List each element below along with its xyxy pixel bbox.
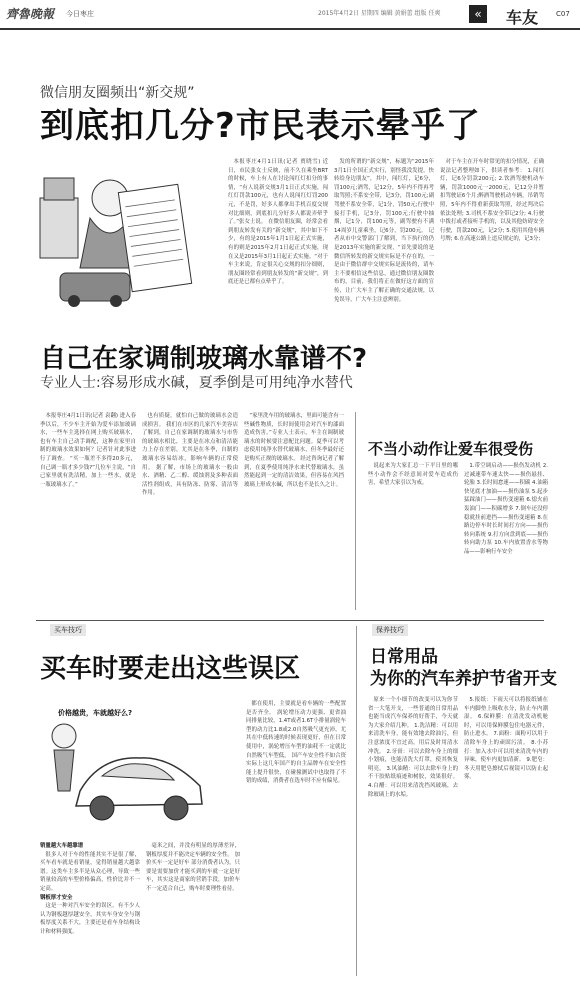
article1-headline: 到底扣几分?市民表示晕乎了 — [40, 106, 481, 146]
masthead-rule — [0, 28, 580, 30]
article4-column-2: 毫米之间，并没有明显的厚薄差异，钢板厚度并不能决定车辆的安全性。 加价买车一定是好车 部分消费者认为，只要是需要加价才能买到的车就一定是好车，其实这是商家的营销手段，加价车不一定适合自己，购车时要理性看待。 — [146, 843, 240, 892]
section-rule — [36, 620, 544, 621]
article5-section-tag: 保养技巧 — [372, 624, 408, 636]
article5-column-2: 5.报纸：下雨天可以将报纸铺在车内脚垫上吸收水分，防止车内潮湿。 6.保鲜膜：在清洗发动机舱时，可以用保鲜膜包住电器元件，防止进水。 7.面粉：面粉可以用于清除车身上的顽固污渍。 8.小苏打：加入水中可以用来清洗车内的异味，使车内更加清新。 9.肥皂：冬天用肥皂擦拭后视镜可以防止起雾。 — [464, 697, 548, 781]
edition-name: 今日枣庄 — [66, 10, 94, 18]
article5-column-1: 原来一个小细节的改变可以为你节省一大笔开支，一些普通的日常用品也能当成汽车保养的好帮手，今天就为大家介绍几种。 1.洗洁精：可以用来清洗车身，能有效地去除油污，但注意浓度不宜过高，用后及时用清水冲洗。 2.牙膏：可以去除车身上的细小划痕，也能清洗大灯罩，使其恢复明亮。 3.风油精：可以去除车身上的不干胶贴纸痕迹和树胶，效果很好。 4.白醋：可以用来清洗挡风玻璃，去除玻璃上的水垢。 — [368, 697, 458, 798]
article1-column-3: 对于车主在开车时常见的扣分情况，正确说法记者整理如下，供读者参考： 1.闯红灯，记6分罚款200元; 2.饮酒驾驶机动车辆，罚款1000元一2000元，记12分并暂扣驾驶证6个月;醉酒驾驶机动车辆，吊销驾照，5年内不得重新获取驾照，经过判决后依法处理; 3.司机不系安全带记2分; 4.行驶中拨打或者接听手机的，以及其他妨碍安全行驶，罚款200元，记2分; 5.使用其他车辆号牌; 6.在高速公路上违反规定的，记3分; — [440, 159, 544, 243]
article1-kicker: 微信朋友圈频出“新交规” — [40, 85, 195, 101]
article3-list: 1.带空调启动——损伤发动机 2.过减速带车速太快——损伤悬挂、轮胎 3.长时间怠速——积碳 4.油箱快见底才加油——损伤油泵 5.起步猛踩油门——损伤变速箱 6.熄火前轰油门——积碳增多 7.倒车还没停稳就挂前进挡——损伤变速箱 8.在路边停车时长时间打方向——损伤转向系统 9.打方向盘到底——损伤转向助力泵 10.车内放置香水等物品——影响行车安全 — [464, 463, 548, 555]
article3-headline: 不当小动作让爱车很受伤 — [368, 440, 534, 458]
section-title: 车友 — [506, 8, 539, 27]
article2-headline: 自己在家调制玻璃水靠谱不? — [40, 344, 368, 374]
car-illustration-caption: 价格越贵，车就越好么? — [58, 709, 133, 717]
newspaper-logo: 齊魯晚報 — [6, 7, 55, 21]
article5-headline-line1: 日常用品 — [370, 647, 438, 667]
article2-column-2: 也有质疑，就怕自己做的玻璃水会造成损害。 我们在市区的几家汽车美容店了解到，自己在家调制的玻璃水与市售的玻璃水相比，主要是在冰点和清洁能力上存在差别，尤其是在冬季，自制的玻璃水容易结冰，影响车辆的正常使用。 据了解，市场上的玻璃水一般由水、酒精、乙二醇、缓蚀剂及多种表面活性剂组成，具有防冻、防雾、清洁等作用。 — [142, 413, 238, 497]
article3-intro: 说起来为大家汇总一下平日里的哪些小动作会不经意间对爱车造成伤害，希望大家引以为戒。 — [368, 463, 458, 487]
article2-column-1: 本报枣庄4月1日讯(记者 袁翻) 进入春季以后，不少车主开始为爱车添加玻璃水，一些车主选择在网上购买玻璃水，也有车主自己动手调配，这种在家里自制的玻璃水效果如何？记者针对此事进行了调查。 “买一瓶差不多得20多元，自己调一瓶才多少钱?”几位车主说，“自己家里就有洗洁精，加上一些水，就是一瓶玻璃水了。” — [40, 413, 136, 488]
article2-subtitle: 专业人士:容易形成水碱，夏季倒是可用纯净水替代 — [40, 375, 353, 391]
issue-info: 2015年4月2日 星期四 编辑 黄娟蕾 组版 任爽 — [318, 10, 441, 17]
column-divider — [356, 626, 357, 976]
masthead — [0, 0, 580, 30]
article2-column-3: “家里洗车用的玻璃水，里面可能含有一些碱性物质，长时间使用会对汽车的漆面造成伤害。”专业人士表示，车主在调制玻璃水的时候要注意配比问题。夏季可以考虑使用纯净水替代玻璃水，但冬季最好还是购买正规的玻璃水。 经过咨询记者了解到，在夏季使用纯净水来代替玻璃水，虽然能起到一定的清洁效果，但容易在风挡玻璃上形成水碱，所以也不是长久之计。 — [244, 413, 344, 488]
article5-headline-line2: 为你的汽车养护节省开支 — [370, 669, 557, 689]
article1-column-1: 本报枣庄4月1日讯(记者 贾晓雪) 近日，市民张女士反映，前不久在乘坐BRT的时候，车上有人在讨论闯红灯扣分的事情，“有人说新交规3月1日正式实施，闯红灯罚款100元，也有人说闯红灯罚200元，不是罚，好多人都拿出手机百度交规对比细则，到底扣几分好多人都说弄晕乎了。”张女士说。 在微信朋友圈，经常会看到朋友转发有关的“新交规”，其中如下不少，有的是2015年1月1日起正式实施，有的则是2015年2月1日起正式实施，现在又是2015年3月1日起正式实施。“对于车主来说，肯定很关心交规的扣分细则，朋友圈经常看到朋友转发的“新交规”，到底还是已都有点晕乎了。 — [228, 159, 328, 286]
column-divider — [355, 412, 356, 610]
article4-section-tag: 买车技巧 — [50, 624, 86, 636]
car-illustration-panel — [40, 696, 210, 832]
article1-column-2: 发的所谓的“新交规”，标题为“2015年3月1日全国正式实行，别怪我没发提，快转给身边朋友”，其中，闯红灯，记6分，罚100元;酒驾，记12分，5年内不得再考取驾照;不系安全带，记3分，罚100元;副驾驶不系安全带，记1分，罚50元;行驶中接打手机，记3分，罚100元;行驶中抽烟，记1分，罚100元等，副驾驶有不满14周岁儿童乘坐，记6分，罚200元。 记者从市中交警部门了解到，当下执行的仍是2013年实施的新交规，“首先要说的是微信所转发的新交规实际是不存在的，一是由于微信群中交规实际是流传的，请车主不要相信这些信息，通过微信朋友圈散布的，目前，我们将正在做好这方面的宣传，让广大车主了解正确的交通法规，以免误导，广大车主注意辨别。 — [334, 159, 434, 303]
article4-column-1: 销量越大车越靠谱 很多人对于车的性能其实不是很了解，买车看车就是看销量，觉得销量越大越靠谱。这类车主多半是从众心理，导致一些销量较高的车型价格偏高，性价比并不一定高。 钢板厚才安全 这是一种对汽车安全的误区。有不少人认为钢板越厚越安全，其实车身安全与钢板厚度关系不大，主要还是看车身结构设计和材料强度。 — [40, 843, 140, 935]
page-number: C07 — [556, 10, 570, 18]
article4-headline: 买车时要走出这些误区 — [40, 654, 301, 684]
section-marker-icon: « — [469, 5, 487, 23]
article4-column-3: 都在使用，主要就是看车辆的一些配置是否齐全。 涡轮增压动力更强、更省油 同排量比较，1.4T或者1.6T小排量涡轮车型的动力比1.8或2.0自然吸气更充沛，尤其在中低转速的时候表现更好，但在日常使用中，涡轮增压车型的油耗不一定就比自然吸气车型低。 国产车安全性不如合资 实际上这几年国产的自主品牌车在安全性能上提升很快，在碰撞测试中也取得了不错的成绩，消费者在选车时不应有偏见。 — [246, 701, 346, 785]
traffic-rules-cartoon-illustration — [30, 148, 215, 308]
